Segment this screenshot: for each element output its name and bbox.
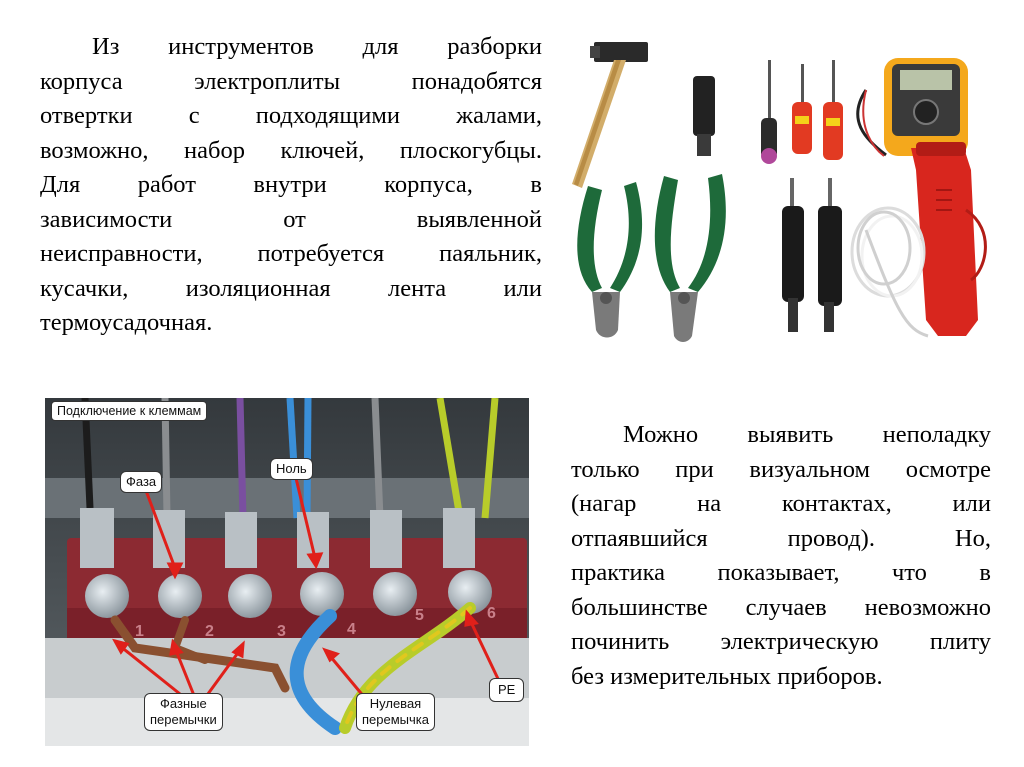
text-line: без измерительных приборов. xyxy=(571,662,883,690)
neutral-label xyxy=(270,458,313,480)
text-line: (нагар на контактах, или xyxy=(571,490,991,517)
text-line: отвертки с подходящими жалами, xyxy=(40,102,542,129)
text-line: кусачки, изоляционная лента или xyxy=(40,274,542,302)
text-line: Для работ внутри корпуса, в xyxy=(40,171,542,198)
text-line: корпуса электроплиты понадобятся xyxy=(40,67,542,95)
photo-title: Подключение к клеммам xyxy=(57,404,202,418)
terminal-number: 2 xyxy=(205,623,214,640)
terminal-number: 1 xyxy=(135,623,144,640)
terminal-number: 6 xyxy=(487,605,496,622)
neutral-jumper-label xyxy=(356,693,435,731)
photo-title-label xyxy=(51,401,207,421)
text-line: отпаявшийся провод). Но, xyxy=(571,524,991,552)
text-line: Можно выявить неполадку xyxy=(623,421,991,448)
text-line: возможно, набор ключей, плоскогубцы. xyxy=(40,136,542,164)
terminal-number: 5 xyxy=(415,607,424,624)
phase-label xyxy=(120,471,162,493)
neutral-text: Ноль xyxy=(276,461,307,476)
tools-photo xyxy=(566,30,996,350)
neutral-jumper-line: Нулевая xyxy=(369,696,422,711)
text-line: Из инструментов для разборки xyxy=(92,33,542,60)
text-line: неисправности, потребуется паяльник, xyxy=(40,240,542,267)
phase-jumpers-label xyxy=(144,693,223,731)
terminal-block-photo xyxy=(45,398,529,746)
text-line: зависимости от выявленной xyxy=(40,205,542,233)
terminal-number: 4 xyxy=(347,621,356,638)
intro-paragraph xyxy=(40,30,542,341)
text-line: практика показывает, что в xyxy=(571,559,991,586)
text-line: только при визуальном осмотре xyxy=(571,455,991,483)
terminal-number: 3 xyxy=(277,623,286,640)
text-line: термоусадочная. xyxy=(40,309,213,336)
phase-jumpers-line: Фазные xyxy=(160,696,207,711)
text-line: большинстве случаев невозможно xyxy=(571,593,991,621)
diagnosis-paragraph xyxy=(571,418,991,694)
text-line: починить электрическую плиту xyxy=(571,628,991,655)
phase-jumpers-line: перемычки xyxy=(150,712,217,727)
phase-text: Фаза xyxy=(126,474,157,489)
pe-text: PE xyxy=(498,682,516,697)
neutral-jumper-line: перемычка xyxy=(362,712,429,727)
pe-label xyxy=(489,678,524,702)
